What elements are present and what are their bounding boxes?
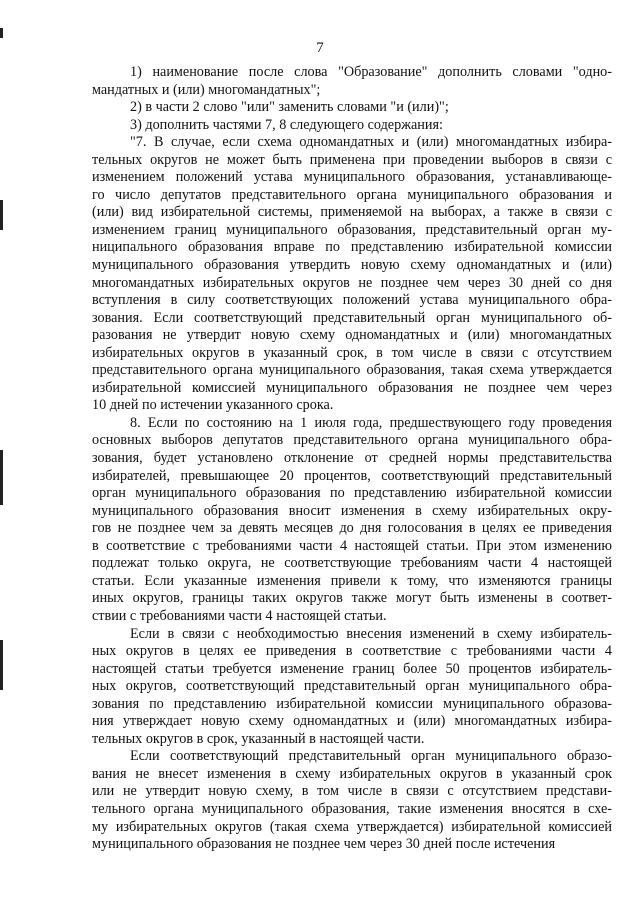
text-line: многомандатных избирательных округов не позднее чем через 30 дней со дня [92,274,612,291]
text-line: основных выборов депутатов представительного органа муниципального обра- [92,432,612,449]
text-line: муниципального образования не позднее чем через 30 дней после истечения [92,836,556,853]
text-line: го число депутатов представительного органа муниципального образования и [92,186,612,203]
text-line: вступления в силу соответствующих положений устава муниципального обра- [92,292,612,309]
text-line: орган муниципального образования по представлению избирательной комиссии [92,485,612,502]
text-line: ниципального образования вправе по представлению избирательной комиссии [92,239,612,256]
text-line: тельных округов не может быть применена при проведении выборов в связи с [92,151,612,168]
text-line: представительного органа муниципального образования, такая схема утверждается [92,362,612,379]
text-line: вания не внесет изменения в схему избирательных округов в указанный срок [92,765,612,782]
paragraph [92,134,612,415]
text-line: муниципального образования вносит изменения в схему избирательных окру- [92,502,612,519]
text-line: иных округов, границы таких округов также могут быть изменены в соответ- [92,590,612,607]
paragraph [92,64,612,99]
scan-edge-mark [0,640,3,690]
text-line: 1) наименование после слова "Образование" дополнить словами "одно- [130,64,612,80]
text-line: разования не утвердит новую схему одномандатных и (или) многомандатных [92,327,612,344]
text-line: "7. В случае, если схема одномандатных и (или) многомандатных избира- [130,134,612,151]
text-line: в соответствие с требованиями части 4 настоящей статьи. При этом изменению [92,537,612,554]
text-line: ния утверждает новую схему одномандатных и (или) многомандатных избира- [92,713,612,730]
text-line: или не утвердит новую схему, в том числе в связи с отсутствием представи- [92,783,612,800]
page-number: 7 [316,40,324,56]
text-line: избирательной комиссией муниципального образования не позднее чем через [92,379,612,396]
text-line: 10 дней по истечении указанного срока. [92,397,334,414]
text-line: изменением положений устава муниципального образования, устанавливающе- [92,169,612,186]
paragraph [92,626,612,749]
text-line: избирателей, превышающее 20 процентов, соответствующий представительный [92,467,612,484]
scan-edge-mark [0,200,3,230]
paragraph [92,117,612,135]
scan-edge-mark [0,450,3,505]
text-line: подлежат только округа, не соответствующие требованиям части 4 настоящей [92,555,612,572]
paragraph [92,415,612,626]
scan-edge-mark [0,28,3,38]
text-line: 3) дополнить частями 7, 8 следующего содержания: [130,116,443,133]
text-line: ствии с требованиями части 4 настоящей статьи. [92,607,387,624]
text-line: зования, будет установлено отклонение от средней нормы представительства [92,450,612,467]
document-body [92,64,612,854]
text-line: настоящей статьи требуется изменение границ более 50 процентов избиратель- [92,660,612,677]
text-line: гов не позднее чем за девять месяцев до дня голосования в целях ее приведения [92,520,612,537]
text-line: муниципального образования утвердить новую схему одномандатных и (или) [92,257,612,274]
text-line: зования по представлению избирательной комиссии муниципального образова- [92,695,612,712]
text-line: (или) вид избирательной системы, применяемой на выборах, а также в связи с [92,204,612,221]
text-line: зования. Если соответствующий представительный орган муниципального об- [92,309,612,326]
text-line: 8. Если по состоянию на 1 июля года, предшествующего году проведения [130,414,612,431]
text-line: Если в связи с необходимостью внесения изменений в схему избиратель- [130,625,612,642]
text-line: мандатных и (или) многомандатных"; [92,81,321,98]
text-line: тельного органа муниципального образования, такие изменения вносятся в схе- [92,800,612,817]
text-line: статьи. Если указанные изменения привели к тому, что изменяются границы [92,572,612,589]
text-line: избирательных округов в указанный срок, в том числе в связи с отсутствием [92,344,612,361]
text-line: 2) в части 2 слово "или" заменить словами "и (или)"; [130,99,449,116]
text-line: Если соответствующий представительный орган муниципального образо- [130,748,612,765]
paragraph [92,748,612,853]
text-line: изменением границ муниципального образования, представительный орган му- [92,221,612,238]
text-line: тельных округов в срок, указанный в настоящей части. [92,730,425,747]
text-line: му избирательных округов (такая схема утверждается) избирательной комиссией [92,818,612,835]
paragraph [92,99,612,117]
text-line: ных округов, соответствующий представительный орган муниципального обра- [92,678,612,695]
text-line: ных округов в целях ее приведения в соответствие с требованиями части 4 [92,643,612,660]
